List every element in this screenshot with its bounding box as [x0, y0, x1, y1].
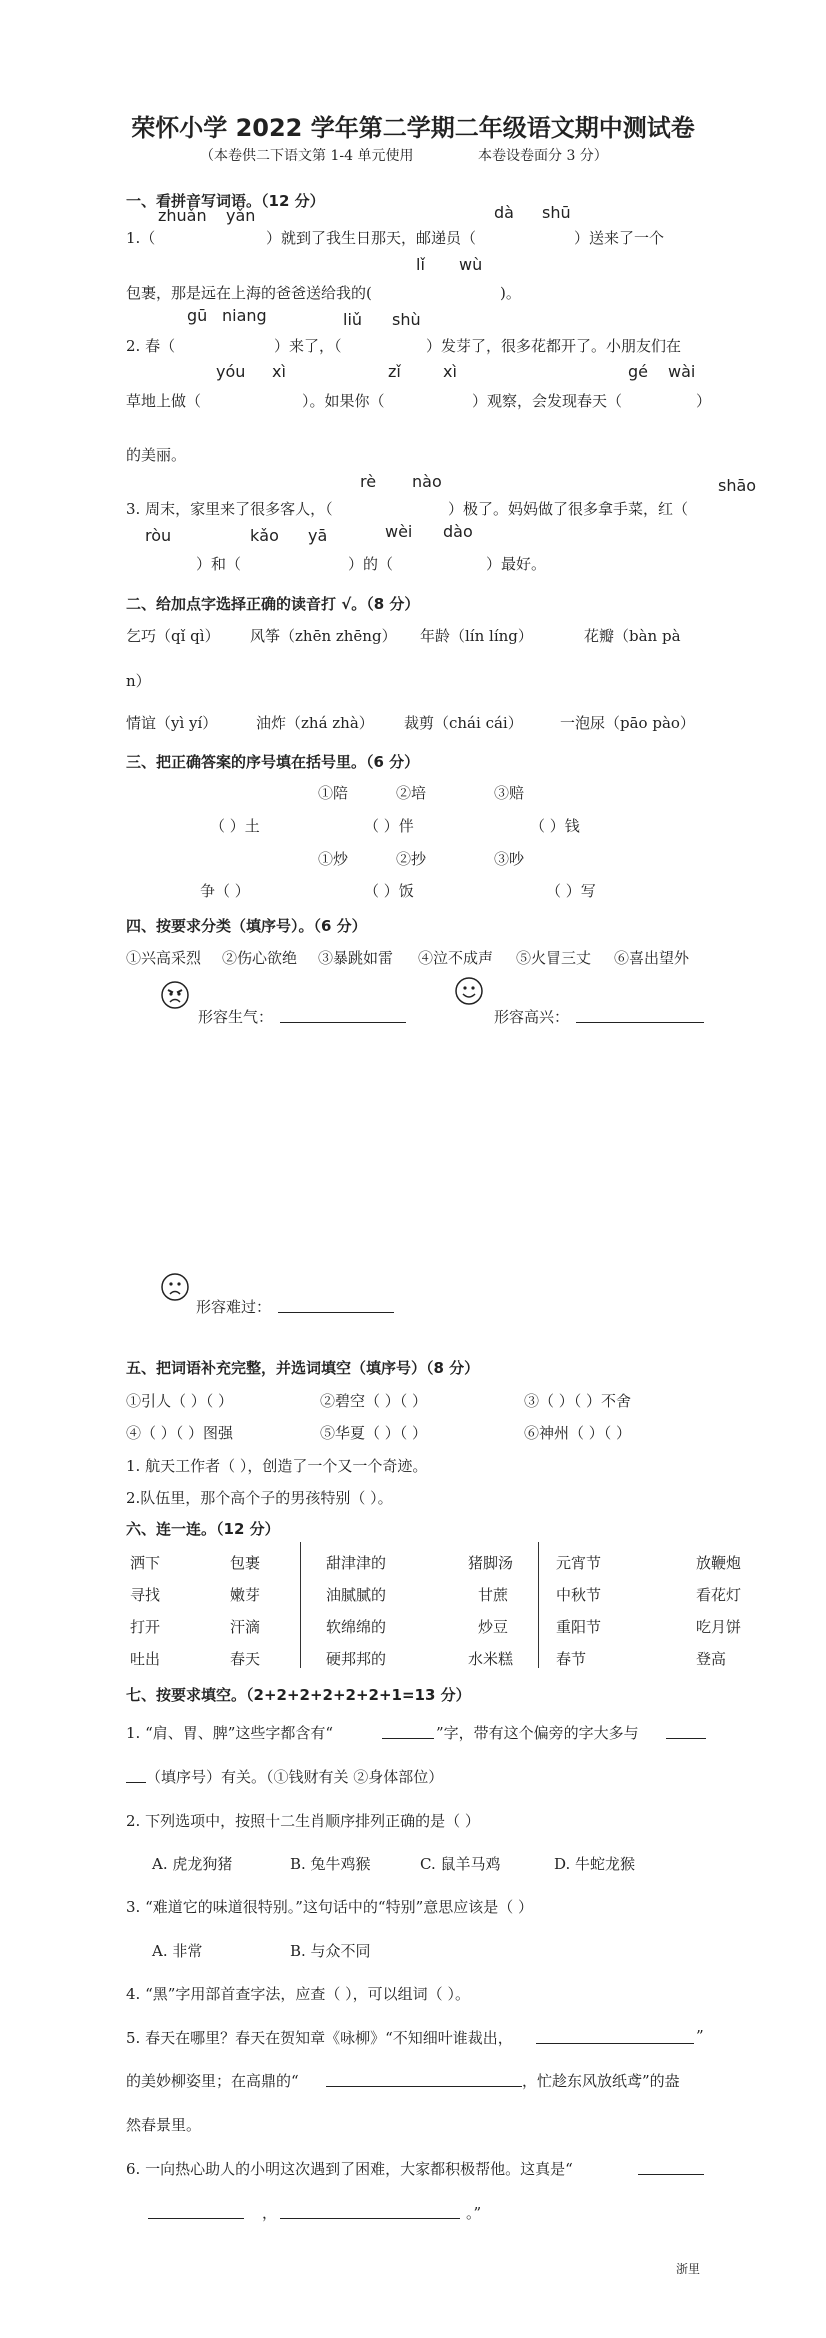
- pinyin: xì: [272, 362, 286, 381]
- answer-line[interactable]: [382, 1724, 434, 1739]
- column-divider: [300, 1542, 301, 1668]
- pinyin: zhuǎn: [158, 206, 207, 225]
- match-item[interactable]: 软绵绵的: [326, 1618, 387, 1636]
- choice-option[interactable]: A. 虎龙狗猪: [152, 1855, 233, 1873]
- answer-line[interactable]: [280, 2204, 460, 2219]
- idiom-item: ③暴跳如雷: [318, 949, 394, 967]
- pinyin: yǎn: [226, 206, 256, 225]
- match-item[interactable]: 甜津津的: [326, 1554, 387, 1572]
- footer-mark: 浙里: [676, 2262, 701, 2276]
- pinyin: xì: [443, 362, 457, 381]
- q2-line1-a: 2. 春（: [126, 337, 176, 355]
- choice-option[interactable]: C. 鼠羊马鸡: [420, 1855, 501, 1873]
- pinyin: gé: [628, 362, 648, 381]
- word-fill: ③（ ）（ ）不舍: [524, 1392, 632, 1410]
- choice-option[interactable]: B. 与众不同: [290, 1942, 371, 1960]
- match-item[interactable]: 春节: [556, 1650, 587, 1668]
- match-item[interactable]: 洒下: [130, 1554, 161, 1572]
- pinyin: kǎo: [250, 526, 279, 545]
- q7-4: 4. “黑”字用部首查字法，应查（ ），可以组词（ ）。: [126, 1985, 470, 2003]
- char-option: ②抄: [396, 850, 427, 868]
- pinyin: ròu: [145, 526, 172, 545]
- match-item[interactable]: 吃月饼: [696, 1618, 742, 1636]
- q3-line2-a: ）和（: [196, 555, 242, 573]
- match-item[interactable]: 汗滴: [230, 1618, 261, 1636]
- sad-answer-line[interactable]: [278, 1298, 394, 1313]
- answer-line[interactable]: [126, 1768, 146, 1783]
- q1-line1-c: ）送来了一个: [574, 229, 665, 247]
- q7-1-b: ”字，带有这个偏旁的字大多与: [436, 1724, 639, 1742]
- choice-option[interactable]: B. 兔牛鸡猴: [290, 1855, 371, 1873]
- q1-line2-b: )。: [500, 284, 521, 302]
- idiom-item: ⑤火冒三丈: [516, 949, 592, 967]
- answer-line[interactable]: [326, 2072, 522, 2087]
- pinyin: shū: [542, 203, 571, 222]
- match-item[interactable]: 中秋节: [556, 1586, 602, 1604]
- q7-5-c: 的美妙柳姿里；在高鼎的“: [126, 2072, 299, 2090]
- match-item[interactable]: 甘蔗: [478, 1586, 509, 1604]
- reading-item: 一泡尿（pāo pào）: [560, 714, 695, 732]
- pinyin: gū: [187, 306, 208, 325]
- q1-line1-a: 1.（: [126, 229, 156, 247]
- reading-item: 乞巧（qǐ qì）: [126, 627, 220, 645]
- pinyin: dà: [494, 203, 514, 222]
- section1-heading: 一、看拼音写词语。（12 分）: [126, 192, 325, 210]
- pinyin: nào: [412, 472, 442, 491]
- q7-5-b: ”: [696, 2027, 704, 2045]
- q7-6-b: ，: [262, 2204, 278, 2222]
- sad-face-icon: [160, 1272, 190, 1302]
- reading-item: 油炸（zhá zhà）: [256, 714, 374, 732]
- q1-line1-b: ）就到了我生日那天，邮递员（: [266, 229, 477, 247]
- pinyin: yā: [308, 526, 328, 545]
- pinyin: liǔ: [343, 310, 363, 329]
- section6-heading: 六、连一连。（12 分）: [126, 1520, 280, 1538]
- idiom-item: ④泣不成声: [418, 949, 494, 967]
- match-item[interactable]: 春天: [230, 1650, 261, 1668]
- match-item[interactable]: 包裹: [230, 1554, 261, 1572]
- angry-label: 形容生气：: [198, 1008, 274, 1026]
- char-option: ③赔: [494, 784, 525, 802]
- match-item[interactable]: 油腻腻的: [326, 1586, 387, 1604]
- choice-option[interactable]: A. 非常: [152, 1942, 203, 1960]
- answer-line[interactable]: [666, 1724, 706, 1739]
- match-item[interactable]: 水米糕: [468, 1650, 514, 1668]
- happy-face-icon: [454, 976, 484, 1006]
- column-divider: [538, 1542, 539, 1668]
- match-item[interactable]: 登高: [696, 1650, 727, 1668]
- subtitle-usage: （本卷供二下语文第 1-4 单元使用: [200, 148, 414, 164]
- char-option: ①炒: [318, 850, 349, 868]
- word-fill: ②碧空（ ）（ ）: [320, 1392, 428, 1410]
- q2-line3: 的美丽。: [126, 446, 187, 464]
- answer-line[interactable]: [536, 2029, 694, 2044]
- q3-line2-b: ）的（: [348, 555, 394, 573]
- match-item[interactable]: 重阳节: [556, 1618, 602, 1636]
- q7-6-c: 。”: [466, 2204, 482, 2222]
- char-blank: （ ）写: [546, 882, 596, 900]
- page-title: 荣怀小学 2022 学年第二学期二年级语文期中测试卷: [131, 114, 695, 142]
- section5-heading: 五、把词语补充完整，并选词填空（填序号）（8 分）: [126, 1359, 480, 1377]
- word-fill: ④（ ）（ ）图强: [126, 1424, 234, 1442]
- section3-heading: 三、把正确答案的序号填在括号里。（6 分）: [126, 753, 420, 771]
- choice-option[interactable]: D. 牛蛇龙猴: [554, 1855, 636, 1873]
- pinyin: shù: [392, 310, 421, 329]
- pinyin: dào: [443, 522, 473, 541]
- reading-item: 年龄（lín líng）: [420, 627, 533, 645]
- angry-answer-line[interactable]: [280, 1008, 406, 1023]
- q3-line2-c: ）最好。: [486, 555, 547, 573]
- q7-1-c: （填序号）有关。（①钱财有关 ②身体部位）: [146, 1768, 444, 1786]
- char-blank: （ ）伴: [364, 817, 414, 835]
- section4-heading: 四、按要求分类（填序号）。（6 分）: [126, 917, 367, 935]
- fill-sentence: 2.队伍里，那个高个子的男孩特别（ ）。: [126, 1489, 393, 1507]
- q7-1-a: 1. “肩、胃、脾”这些字都含有“: [126, 1724, 334, 1742]
- char-blank: （ ）钱: [530, 817, 580, 835]
- reading-item: 风筝（zhēn zhēng）: [250, 627, 397, 645]
- match-item[interactable]: 嫩芽: [230, 1586, 261, 1604]
- match-item[interactable]: 炒豆: [478, 1618, 509, 1636]
- q2-line2-d: ）: [696, 392, 712, 410]
- char-option: ③吵: [494, 850, 525, 868]
- q2-line1-b: ）来了，（: [274, 337, 342, 355]
- reading-item: 情谊（yì yí）: [126, 714, 218, 732]
- q3-line1-b: ）极了。妈妈做了很多拿手菜，红（: [448, 500, 689, 518]
- q7-5-a: 5. 春天在哪里？春天在贺知章《咏柳》“不知细叶谁裁出，: [126, 2029, 513, 2047]
- idiom-item: ②伤心欲绝: [222, 949, 298, 967]
- match-item[interactable]: 元宵节: [556, 1554, 602, 1572]
- q7-3: 3. “难道它的味道很特别。”这句话中的“特别”意思应该是（ ）: [126, 1898, 534, 1916]
- section7-heading: 七、按要求填空。（2+2+2+2+2+2+1=13 分）: [126, 1686, 471, 1704]
- pinyin: shāo: [718, 476, 757, 495]
- word-fill: ⑤华夏（ ）（ ）: [320, 1424, 428, 1442]
- q2-line1-c: ）发芽了，很多花都开了。小朋友们在: [426, 337, 682, 355]
- answer-line[interactable]: [148, 2204, 244, 2219]
- word-fill: ①引人（ ）（ ）: [126, 1392, 234, 1410]
- q2-line2-a: 草地上做（: [126, 392, 202, 410]
- pinyin: rè: [360, 472, 377, 491]
- q3-line1-a: 3. 周末，家里来了很多客人，（: [126, 500, 333, 518]
- q2-line2-b: ）。如果你（: [302, 392, 385, 410]
- pinyin: yóu: [216, 362, 246, 381]
- match-item[interactable]: 看花灯: [696, 1586, 742, 1604]
- q7-6-a: 6. 一向热心助人的小明这次遇到了困难，大家都积极帮他。这真是“: [126, 2160, 573, 2178]
- q7-5-d: ，忙趁东风放纸鸢”的盎: [522, 2072, 680, 2090]
- pinyin: niang: [222, 306, 267, 325]
- q7-2: 2. 下列选项中，按照十二生肖顺序排列正确的是（ ）: [126, 1812, 480, 1830]
- word-fill: ⑥神州（ ）（ ）: [524, 1424, 632, 1442]
- pinyin: wài: [668, 362, 696, 381]
- angry-face-icon: [160, 980, 190, 1010]
- happy-answer-line[interactable]: [576, 1008, 704, 1023]
- match-item[interactable]: 放鞭炮: [696, 1554, 742, 1572]
- pinyin: wù: [459, 255, 483, 274]
- pinyin: wèi: [385, 522, 413, 541]
- char-option: ①陪: [318, 784, 349, 802]
- fill-sentence: 1. 航天工作者（ ），创造了一个又一个奇迹。: [126, 1457, 428, 1475]
- subtitle-score: 本卷设卷面分 3 分）: [478, 148, 608, 164]
- match-item[interactable]: 寻找: [130, 1586, 161, 1604]
- pinyin: lǐ: [416, 255, 425, 274]
- match-item[interactable]: 硬邦邦的: [326, 1650, 387, 1668]
- reading-item-wrap: n）: [126, 672, 151, 690]
- char-blank: （ ）土: [210, 817, 260, 835]
- sad-label: 形容难过：: [196, 1298, 272, 1316]
- reading-item: 花瓣（bàn pà: [584, 627, 681, 645]
- char-blank: 争（ ）: [200, 882, 250, 900]
- idiom-item: ⑥喜出望外: [614, 949, 690, 967]
- q1-line2-a: 包裹，那是远在上海的爸爸送给我的(: [126, 284, 372, 302]
- match-item[interactable]: 吐出: [130, 1650, 161, 1668]
- answer-line[interactable]: [638, 2160, 704, 2175]
- match-item[interactable]: 猪脚汤: [468, 1554, 514, 1572]
- q2-line2-c: ）观察，会发现春天（: [472, 392, 623, 410]
- q7-5-e: 然春景里。: [126, 2116, 202, 2134]
- char-option: ②培: [396, 784, 427, 802]
- happy-label: 形容高兴：: [494, 1008, 570, 1026]
- idiom-item: ①兴高采烈: [126, 949, 202, 967]
- match-item[interactable]: 打开: [130, 1618, 161, 1636]
- pinyin: zǐ: [388, 362, 401, 381]
- char-blank: （ ）饭: [364, 882, 414, 900]
- section2-heading: 二、给加点字选择正确的读音打 √。（8 分）: [126, 595, 420, 613]
- reading-item: 裁剪（chái cái）: [404, 714, 523, 732]
